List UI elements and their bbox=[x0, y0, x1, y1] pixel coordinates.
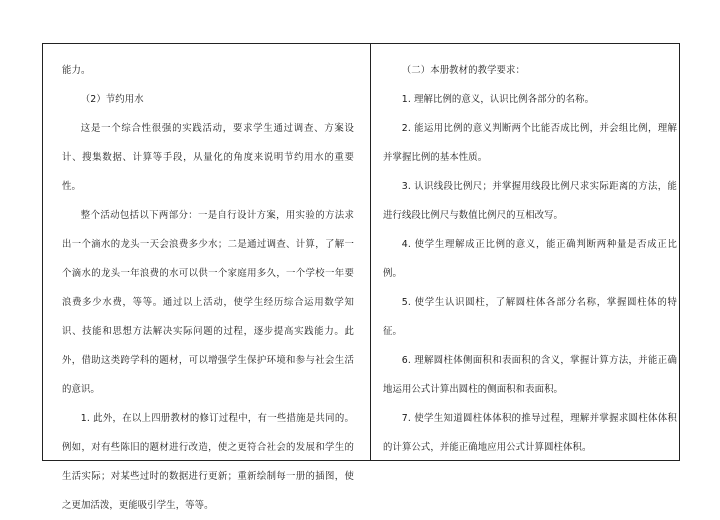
list-item: 1. 理解比例的意义，认识比例各部分的名称。 bbox=[401, 94, 595, 105]
list-item: 7. 使学生知道圆柱体体积的推导过程，理解并掌握求圆柱体体积的计算公式，并能正确地应用公式计算圆柱体积。 bbox=[383, 413, 677, 453]
list-item: 3. 认识线段比例尺；并掌握用线段比例尺求实际距离的方法，能进行线段比例尺与数值比例尺的互相改写。 bbox=[383, 181, 677, 221]
paragraph: 1. 此外，在以上四册教材的修订过程中，有一些措施是共同的。例如，对有些陈旧的题材进行改造，使之更符合社会的发展和学生的生活实际；对某些过时的数据进行更新；重新绘制每一册的插图，使之更加活泼，更能吸引学生，等等。 bbox=[62, 413, 354, 511]
paragraph: 能力。 bbox=[62, 65, 91, 76]
paragraph: 整个活动包括以下两部分：一是自行设计方案，用实验的方法求出一个滴水的龙头一天会浪费多少水；二是通过调查、计算，了解一个滴水的龙头一年浪费的水可以供一个家庭用多久，一个学校一年要浪费多少水费，等等。通过以上活动，使学生经历综合运用数学知识、技能和思想方法解决实际问题的过程，逐步提高实践能力。此外，借助这类跨学科的题材，可以增强学生保护环境和参与社会生活的意识。 bbox=[62, 210, 354, 395]
list-item: 2. 能运用比例的意义判断两个比能否成比例，并会组比例，理解并掌握比例的基本性质。 bbox=[383, 123, 677, 163]
column-divider bbox=[370, 43, 371, 461]
list-item: 4. 使学生理解成正比例的意义，能正确判断两种量是否成正比例。 bbox=[383, 239, 677, 279]
left-column bbox=[62, 56, 354, 520]
right-column bbox=[383, 56, 677, 462]
list-item: 6. 理解圆柱体侧面积和表面积的含义，掌握计算方法，并能正确地运用公式计算出圆柱的侧面积和表面积。 bbox=[383, 355, 677, 395]
list-item: 5. 使学生认识圆柱，了解圆柱体各部分名称，掌握圆柱体的特征。 bbox=[383, 297, 677, 337]
paragraph: 这是一个综合性很强的实践活动，要求学生通过调查、方案设计、搜集数据、计算等手段，从量化的角度来说明节约用水的重要性。 bbox=[62, 123, 354, 192]
section-heading: （二）本册教材的教学要求： bbox=[401, 65, 525, 76]
section-heading: （2）节约用水 bbox=[80, 94, 144, 105]
